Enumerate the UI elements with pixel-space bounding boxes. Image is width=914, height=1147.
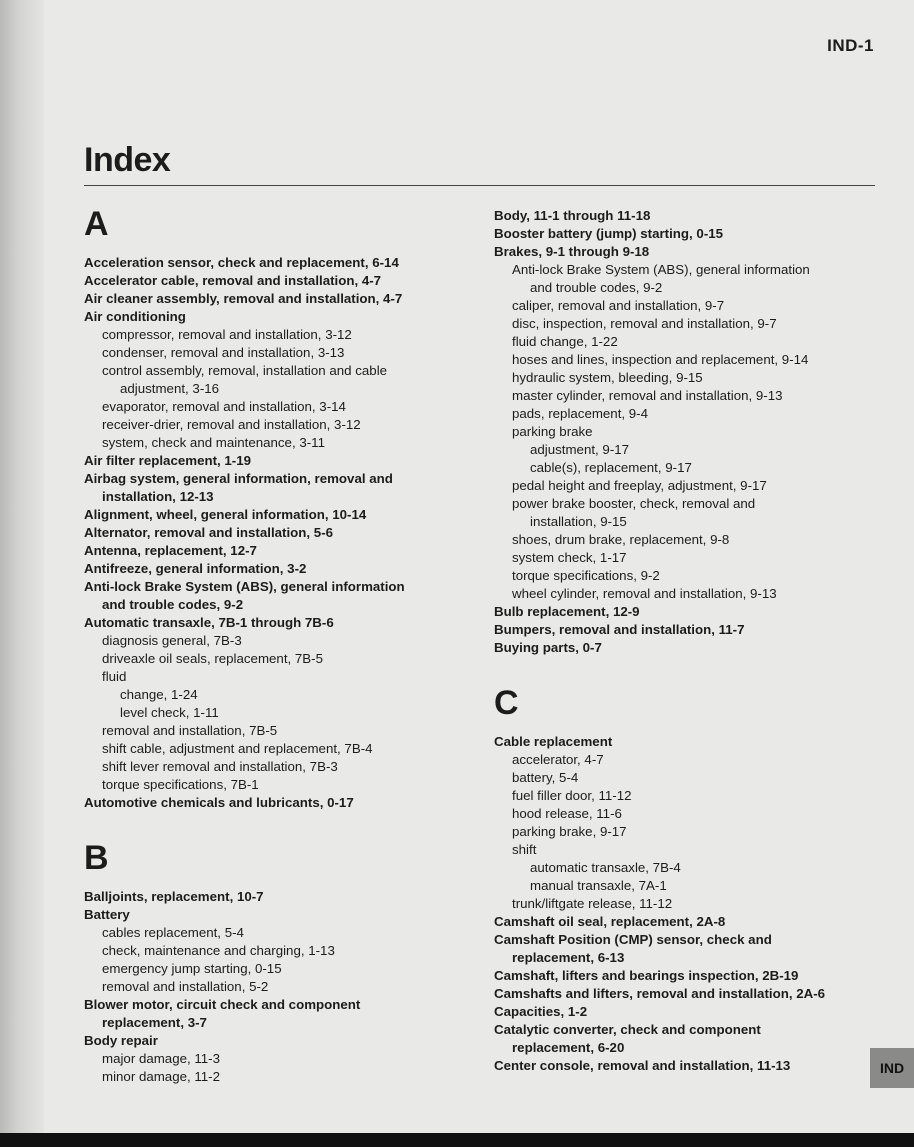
index-subentry xyxy=(84,344,464,362)
entry-text: automatic transaxle, 7B-4 xyxy=(530,860,681,875)
index-entry xyxy=(494,225,864,243)
entry-text: Camshaft Position (CMP) sensor, check and xyxy=(494,932,772,947)
index-entry xyxy=(84,308,464,326)
index-entry xyxy=(494,603,864,621)
entry-text: receiver-drier, removal and installation, 3-12 xyxy=(102,417,361,432)
entry-text: fluid change, 1-22 xyxy=(512,334,618,349)
index-subentry xyxy=(494,549,864,567)
index-entry xyxy=(84,470,464,506)
entry-text: diagnosis general, 7B-3 xyxy=(102,633,242,648)
entry-text: minor damage, 11-2 xyxy=(102,1069,221,1084)
index-subentry xyxy=(494,333,864,351)
entry-text: hydraulic system, bleeding, 9-15 xyxy=(512,370,703,385)
index-subentry xyxy=(84,924,464,942)
index-subentry xyxy=(494,261,864,297)
index-subentry xyxy=(494,841,864,859)
entry-text: Center console, removal and installation, 11-13 xyxy=(494,1058,791,1073)
index-entry xyxy=(84,794,464,812)
entry-text: Battery xyxy=(84,907,130,922)
index-entry xyxy=(84,996,464,1032)
index-entry xyxy=(84,524,464,542)
entry-text: Bulb replacement, 12-9 xyxy=(494,604,640,619)
entry-text: emergency jump starting, 0-15 xyxy=(102,961,282,976)
index-subentry xyxy=(84,758,464,776)
entry-text: disc, inspection, removal and installation, 9-7 xyxy=(512,316,777,331)
index-subentry xyxy=(84,668,464,686)
entry-text: Alternator, removal and installation, 5-6 xyxy=(84,525,334,540)
index-subentry xyxy=(494,805,864,823)
entry-text: hood release, 11-6 xyxy=(512,806,622,821)
index-subentry xyxy=(494,387,864,405)
entry-text: control assembly, removal, installation and cable xyxy=(102,363,388,378)
index-entry xyxy=(84,272,464,290)
index-subentry xyxy=(84,416,464,434)
index-subentry xyxy=(84,978,464,996)
index-subentry xyxy=(84,632,464,650)
entry-continuation: and trouble codes, 9-2 xyxy=(102,597,244,612)
index-entry xyxy=(84,452,464,470)
entry-text: manual transaxle, 7A-1 xyxy=(530,878,667,893)
index-entry xyxy=(494,985,864,1003)
entry-text: Automatic transaxle, 7B-1 through 7B-6 xyxy=(84,615,334,630)
index-subentry xyxy=(494,567,864,585)
section-tab[interactable]: IND xyxy=(870,1048,914,1088)
section-letter: B xyxy=(84,839,109,877)
entry-text: Camshaft oil seal, replacement, 2A-8 xyxy=(494,914,726,929)
index-entry xyxy=(494,1021,864,1057)
index-entry xyxy=(494,243,864,261)
entry-text: Anti-lock Brake System (ABS), general information xyxy=(512,262,810,277)
entry-text: torque specifications, 7B-1 xyxy=(102,777,259,792)
index-entry xyxy=(84,888,464,906)
section-letter: C xyxy=(494,684,519,722)
entry-text: Balljoints, replacement, 10-7 xyxy=(84,889,264,904)
index-entry xyxy=(494,1057,864,1075)
index-subentry xyxy=(494,859,864,877)
index-subentry xyxy=(494,297,864,315)
index-entry xyxy=(494,913,864,931)
entry-text: Antenna, replacement, 12-7 xyxy=(84,543,257,558)
index-subentry xyxy=(84,398,464,416)
entry-text: shift cable, adjustment and replacement, 7B-4 xyxy=(102,741,373,756)
index-subentry xyxy=(494,423,864,441)
entry-text: shoes, drum brake, replacement, 9-8 xyxy=(512,532,730,547)
index-subentry xyxy=(494,877,864,895)
entry-text: accelerator, 4-7 xyxy=(512,752,604,767)
entry-text: hoses and lines, inspection and replacement, 9-14 xyxy=(512,352,809,367)
entry-continuation: installation, 12-13 xyxy=(102,489,214,504)
index-subentry xyxy=(84,704,464,722)
page-title: Index xyxy=(84,141,171,179)
entry-text: Cable replacement xyxy=(494,734,613,749)
entry-text: fuel filler door, 11-12 xyxy=(512,788,632,803)
index-subentry xyxy=(494,459,864,477)
entry-text: evaporator, removal and installation, 3-14 xyxy=(102,399,346,414)
entry-text: Capacities, 1-2 xyxy=(494,1004,588,1019)
index-entry xyxy=(494,967,864,985)
entry-text: removal and installation, 5-2 xyxy=(102,979,269,994)
entry-text: Acceleration sensor, check and replacement, 6-14 xyxy=(84,255,399,270)
entry-text: Automotive chemicals and lubricants, 0-17 xyxy=(84,795,354,810)
entry-text: compressor, removal and installation, 3-12 xyxy=(102,327,352,342)
index-subentry xyxy=(84,942,464,960)
entry-text: cable(s), replacement, 9-17 xyxy=(530,460,692,475)
entry-text: Brakes, 9-1 through 9-18 xyxy=(494,244,650,259)
entry-text: adjustment, 9-17 xyxy=(530,442,630,457)
entry-text: Airbag system, general information, removal and xyxy=(84,471,393,486)
entry-text: trunk/liftgate release, 11-12 xyxy=(512,896,673,911)
title-divider xyxy=(84,185,875,186)
index-column-right xyxy=(494,207,864,1075)
index-subentry xyxy=(84,650,464,668)
index-entry xyxy=(494,621,864,639)
entry-text: Camshaft, lifters and bearings inspection, 2B-19 xyxy=(494,968,799,983)
entry-text: caliper, removal and installation, 9-7 xyxy=(512,298,725,313)
index-subentry xyxy=(494,585,864,603)
index-subentry xyxy=(84,434,464,452)
entry-continuation: replacement, 3-7 xyxy=(102,1015,207,1030)
entry-text: Buying parts, 0-7 xyxy=(494,640,602,655)
index-subentry xyxy=(84,740,464,758)
index-subentry xyxy=(84,362,464,398)
entry-continuation: and trouble codes, 9-2 xyxy=(530,280,663,295)
entry-text: system check, 1-17 xyxy=(512,550,627,565)
section-letter: A xyxy=(84,205,109,243)
index-entry xyxy=(84,542,464,560)
index-subentry xyxy=(84,1068,464,1086)
entry-text: Blower motor, circuit check and component xyxy=(84,997,361,1012)
entry-text: removal and installation, 7B-5 xyxy=(102,723,278,738)
index-subentry xyxy=(494,315,864,333)
entry-text: fluid xyxy=(102,669,127,684)
entry-text: master cylinder, removal and installation, 9-13 xyxy=(512,388,783,403)
entry-text: Camshafts and lifters, removal and installation, 2A-6 xyxy=(494,986,826,1001)
entry-text: shift xyxy=(512,842,537,857)
entry-text: parking brake xyxy=(512,424,593,439)
index-entry xyxy=(84,560,464,578)
index-subentry xyxy=(494,441,864,459)
index-entry xyxy=(494,207,864,225)
entry-text: Alignment, wheel, general information, 10-14 xyxy=(84,507,367,522)
index-subentry xyxy=(84,960,464,978)
entry-text: Catalytic converter, check and component xyxy=(494,1022,761,1037)
index-entry xyxy=(494,639,864,657)
entry-text: torque specifications, 9-2 xyxy=(512,568,660,583)
entry-text: pedal height and freeplay, adjustment, 9-17 xyxy=(512,478,767,493)
bottom-border xyxy=(0,1133,914,1147)
entry-text: major damage, 11-3 xyxy=(102,1051,221,1066)
entry-text: battery, 5-4 xyxy=(512,770,579,785)
index-entry xyxy=(494,733,864,751)
entry-text: power brake booster, check, removal and xyxy=(512,496,756,511)
entry-text: pads, replacement, 9-4 xyxy=(512,406,649,421)
index-subentry xyxy=(494,823,864,841)
entry-continuation: installation, 9-15 xyxy=(530,514,627,529)
index-subentry xyxy=(84,326,464,344)
entry-text: Booster battery (jump) starting, 0-15 xyxy=(494,226,724,241)
index-entry xyxy=(84,1032,464,1050)
index-subentry xyxy=(84,686,464,704)
index-entry xyxy=(84,290,464,308)
entry-text: level check, 1-11 xyxy=(120,705,219,720)
entry-text: parking brake, 9-17 xyxy=(512,824,627,839)
index-subentry xyxy=(494,405,864,423)
entry-text: Bumpers, removal and installation, 11-7 xyxy=(494,622,745,637)
entry-text: Body repair xyxy=(84,1033,158,1048)
index-subentry xyxy=(494,351,864,369)
index-entry xyxy=(84,614,464,632)
index-subentry xyxy=(494,895,864,913)
entry-text: Antifreeze, general information, 3-2 xyxy=(84,561,307,576)
index-subentry xyxy=(494,369,864,387)
entry-continuation: replacement, 6-13 xyxy=(512,950,625,965)
index-entry xyxy=(84,506,464,524)
index-entry xyxy=(494,931,864,967)
index-subentry xyxy=(494,787,864,805)
entry-text: Air filter replacement, 1-19 xyxy=(84,453,252,468)
entry-text: change, 1-24 xyxy=(120,687,198,702)
entry-text: Air cleaner assembly, removal and installation, 4-7 xyxy=(84,291,403,306)
entry-text: cables replacement, 5-4 xyxy=(102,925,244,940)
index-subentry xyxy=(84,1050,464,1068)
index-entry xyxy=(84,578,464,614)
entry-text: condenser, removal and installation, 3-13 xyxy=(102,345,345,360)
entry-text: wheel cylinder, removal and installation, 9-13 xyxy=(512,586,777,601)
index-subentry xyxy=(494,477,864,495)
index-column-left xyxy=(84,204,464,1086)
index-entry xyxy=(494,1003,864,1021)
page-binding-shadow xyxy=(0,0,44,1147)
entry-continuation: adjustment, 3-16 xyxy=(120,381,220,396)
entry-continuation: replacement, 6-20 xyxy=(512,1040,625,1055)
page-number: IND-1 xyxy=(827,36,874,55)
entry-text: system, check and maintenance, 3-11 xyxy=(102,435,325,450)
index-subentry xyxy=(494,751,864,769)
index-subentry xyxy=(84,776,464,794)
index-entry xyxy=(84,254,464,272)
entry-text: Air conditioning xyxy=(84,309,186,324)
index-subentry xyxy=(494,495,864,531)
index-entry xyxy=(84,906,464,924)
entry-text: driveaxle oil seals, replacement, 7B-5 xyxy=(102,651,323,666)
entry-text: Body, 11-1 through 11-18 xyxy=(494,208,651,223)
index-subentry xyxy=(494,769,864,787)
entry-text: shift lever removal and installation, 7B-3 xyxy=(102,759,338,774)
entry-text: Accelerator cable, removal and installation, 4-7 xyxy=(84,273,382,288)
entry-text: Anti-lock Brake System (ABS), general information xyxy=(84,579,405,594)
entry-text: check, maintenance and charging, 1-13 xyxy=(102,943,335,958)
index-subentry xyxy=(494,531,864,549)
index-subentry xyxy=(84,722,464,740)
